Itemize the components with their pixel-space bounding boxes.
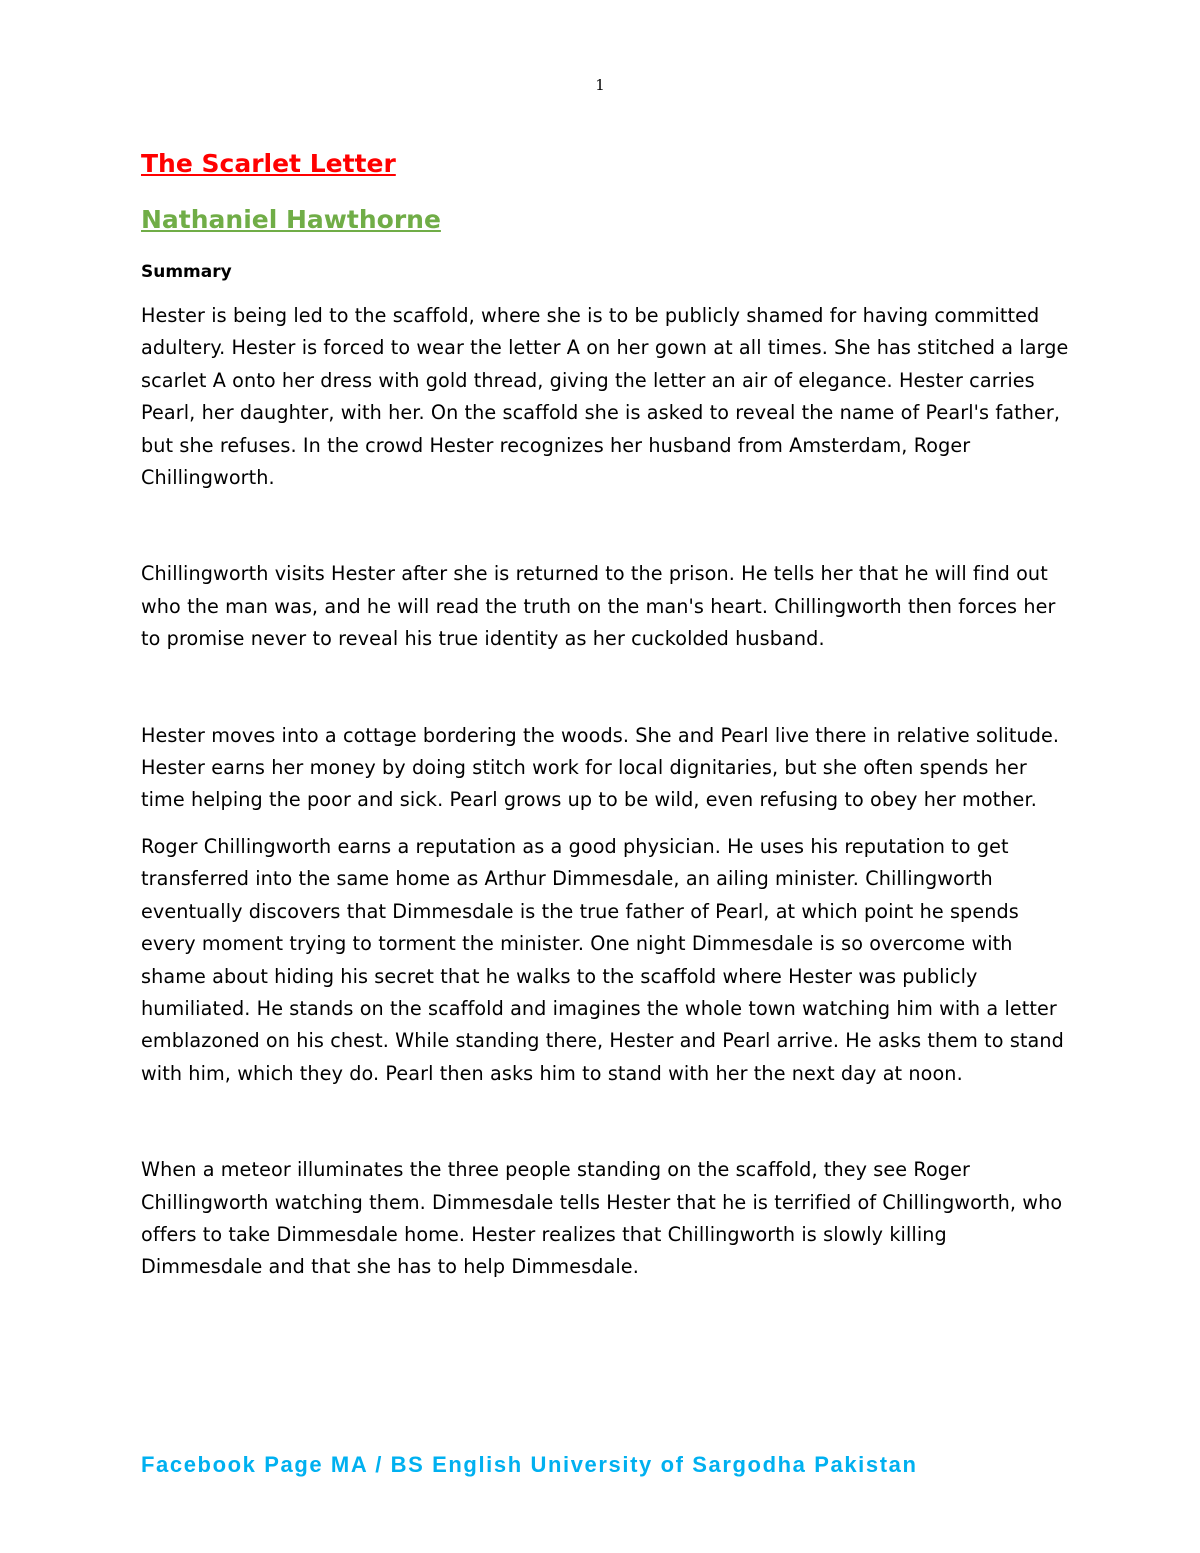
document-title: The Scarlet Letter: [141, 149, 396, 178]
summary-paragraph: Hester moves into a cottage bordering the woods. She and Pearl live there in relative solitude. Hester earns her money by doing stitch work for local dignitaries, but she often spends her time helping the poor and sick. Pearl grows up to be wild, even refusing to obey her mother.: [141, 723, 1060, 812]
footer-facebook-page: Facebook Page MA / BS English University of Sargodha Pakistan: [141, 1452, 918, 1477]
page-number: 1: [595, 76, 605, 94]
summary-paragraph: Hester is being led to the scaffold, where she is to be publicly shamed for having committed adultery. Hester is forced to wear the letter A on her gown at all times. She has stitched a large scarlet A onto her dress with gold thread, giving the letter an air of elegance. Hester carries Pearl, her daughter, with her. On the scaffold she is asked to reveal the name of Pearl's father, but she refuses. In the crowd Hester recognizes her husband from Amsterdam, Roger Chillingworth.: [141, 304, 1069, 490]
author-name: Nathaniel Hawthorne: [141, 205, 441, 234]
summary-paragraph: Chillingworth visits Hester after she is returned to the prison. He tells her that he will find out who the man was, and he will read the truth on the man's heart. Chillingworth then forces her to promise never to reveal his true identity as her cuckolded husband.: [141, 562, 1056, 651]
section-heading-summary: Summary: [141, 262, 232, 282]
summary-paragraph: When a meteor illuminates the three people standing on the scaffold, they see Roger Chillingworth watching them. Dimmesdale tells Hester that he is terrified of Chillingworth, who offers to take Dimmesdale home. Hester realizes that Chillingworth is slowly killing Dimmesdale and that she has to help Dimmesdale.: [141, 1158, 1063, 1279]
document-body: [141, 146, 1071, 1284]
summary-paragraph: Roger Chillingworth earns a reputation as a good physician. He uses his reputation to get transferred into the same home as Arthur Dimmesdale, an ailing minister. Chillingworth eventually discovers that Dimmesdale is the true father of Pearl, at which point he spends every moment trying to torment the minister. One night Dimmesdale is so overcome with shame about hiding his secret that he walks to the scaffold where Hester was publicly humiliated. He stands on the scaffold and imagines the whole town watching him with a letter emblazoned on his chest. While standing there, Hester and Pearl arrive. He asks them to stand with him, which they do. Pearl then asks him to stand with her the next day at noon.: [141, 834, 1064, 1085]
